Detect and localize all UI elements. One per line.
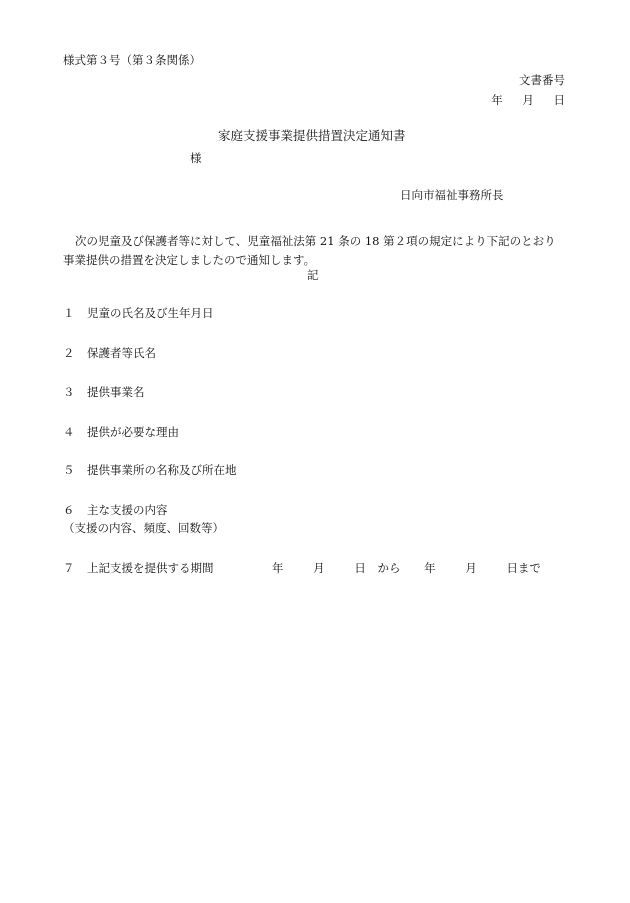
item-label: 児童の氏名及び生年月日 <box>87 306 214 320</box>
item-label: 提供事業名 <box>87 385 145 399</box>
period-start-day: 日 <box>354 561 366 575</box>
item6-note: （支援の内容、頻度、回数等） <box>63 521 224 535</box>
date-year: 年 <box>491 93 503 107</box>
period-start-month: 月 <box>313 561 325 575</box>
period-start-year: 年 <box>272 561 284 575</box>
list-item <box>63 427 179 439</box>
date-month: 月 <box>522 93 534 107</box>
item-number: ３ <box>63 385 75 399</box>
period-from: から <box>377 561 401 575</box>
notice-body <box>63 232 563 270</box>
list-item <box>63 348 156 360</box>
item-label: 上記支援を提供する期間 <box>87 561 214 575</box>
document-number-label: 文書番号 <box>519 73 565 87</box>
list-item <box>63 563 214 575</box>
support-period <box>272 563 541 575</box>
form-number: 様式第３号（第３条関係） <box>63 53 201 67</box>
body-line-1: 次の児童及び保護者等に対して、児童福祉法第 21 条の 18 第２項の規定により下記のとおり <box>75 234 556 248</box>
period-end-year: 年 <box>424 561 436 575</box>
item-label: 提供が必要な理由 <box>87 425 179 439</box>
item-number: ７ <box>63 561 75 575</box>
issue-date <box>491 95 565 107</box>
list-item <box>63 465 237 477</box>
item-label: 提供事業所の名称及び所在地 <box>87 463 237 477</box>
list-item <box>63 308 214 320</box>
period-end-month: 月 <box>465 561 477 575</box>
item-number: ２ <box>63 346 75 360</box>
item-number: ５ <box>63 463 75 477</box>
item-label: 保護者等氏名 <box>87 346 156 360</box>
document-title: 家庭支援事業提供措置決定通知書 <box>218 128 406 143</box>
issuer-name: 日向市福祉事務所長 <box>400 188 504 202</box>
item-number: ４ <box>63 425 75 439</box>
period-end-day-until: 日まで <box>506 561 541 575</box>
addressee-suffix: 様 <box>190 151 202 165</box>
item-number: ６ <box>63 503 75 517</box>
date-day: 日 <box>553 93 565 107</box>
list-item <box>63 505 168 517</box>
item-number: １ <box>63 306 75 320</box>
list-item <box>63 387 145 399</box>
body-line-2: 事業提供の措置を決定しましたので通知します。 <box>63 253 316 267</box>
item-label: 主な支援の内容 <box>87 503 168 517</box>
ki-heading: 記 <box>307 268 319 282</box>
